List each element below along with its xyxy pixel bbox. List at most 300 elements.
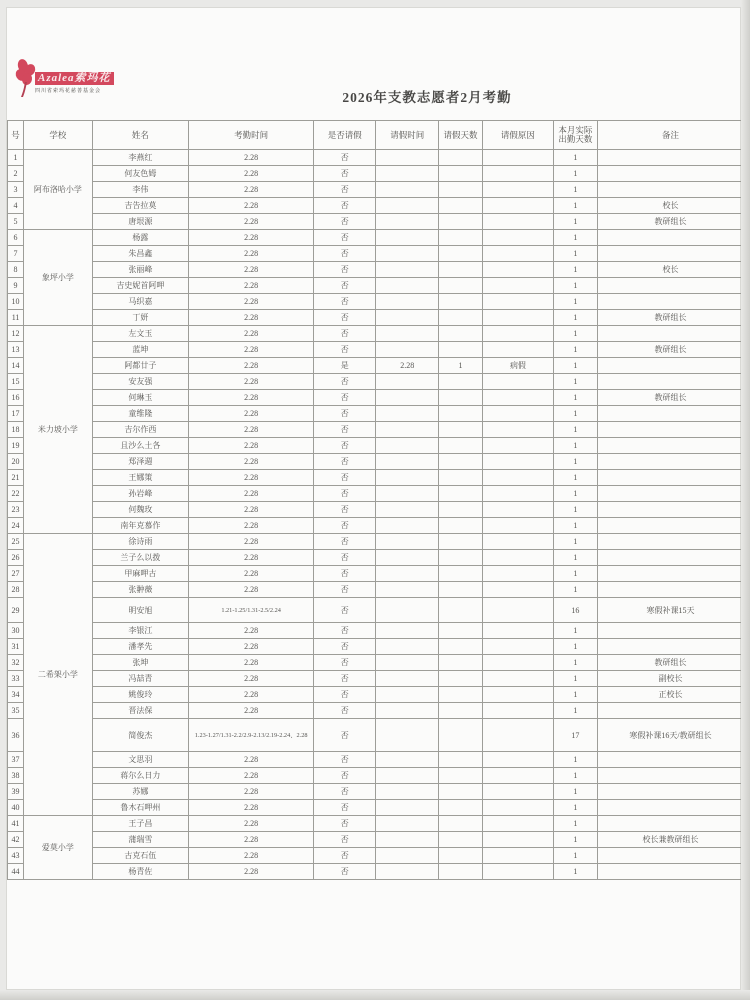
leave-cell: 否	[314, 848, 376, 864]
row-number-cell: 43	[8, 848, 24, 864]
table-row	[8, 278, 744, 294]
name-cell: 蒋尔么日力	[92, 768, 189, 784]
logo-org-text: 四川省索玛花慈善基金会	[35, 89, 102, 94]
leave-time-cell	[376, 214, 438, 230]
leave-cell: 否	[314, 150, 376, 166]
row-number-cell: 11	[8, 310, 24, 326]
table-header-cell: 号	[8, 121, 24, 150]
time-cell: 2.28	[189, 486, 314, 502]
scanned-page	[6, 7, 741, 990]
attendance-table	[7, 120, 744, 880]
row-number-cell: 4	[8, 198, 24, 214]
table-header-cell: 备注	[597, 121, 743, 150]
remark-cell: 教研组长	[597, 214, 743, 230]
leave-time-cell	[376, 703, 438, 719]
leave-time-cell	[376, 582, 438, 598]
leave-days-cell	[438, 342, 482, 358]
name-cell: 丁妍	[92, 310, 189, 326]
name-cell: 鲁木石呷州	[92, 800, 189, 816]
name-cell: 兰子么以拨	[92, 550, 189, 566]
reason-cell	[483, 582, 553, 598]
time-cell: 2.28	[189, 214, 314, 230]
leave-cell: 否	[314, 639, 376, 655]
leave-cell: 否	[314, 550, 376, 566]
time-cell: 2.28	[189, 182, 314, 198]
row-number-cell: 42	[8, 832, 24, 848]
name-cell: 杨露	[92, 230, 189, 246]
row-number-cell: 21	[8, 470, 24, 486]
leave-cell: 否	[314, 342, 376, 358]
row-number-cell: 17	[8, 406, 24, 422]
table-row	[8, 623, 744, 639]
reason-cell	[483, 278, 553, 294]
remark-cell: 寒假补课15天	[597, 598, 743, 623]
remark-cell	[597, 534, 743, 550]
leave-days-cell	[438, 470, 482, 486]
leave-cell: 否	[314, 182, 376, 198]
reason-cell	[483, 655, 553, 671]
leave-cell: 否	[314, 864, 376, 880]
row-number-cell: 9	[8, 278, 24, 294]
reason-cell	[483, 848, 553, 864]
remark-cell	[597, 406, 743, 422]
days-cell: 1	[553, 390, 597, 406]
row-number-cell: 35	[8, 703, 24, 719]
leave-days-cell	[438, 752, 482, 768]
leave-days-cell	[438, 406, 482, 422]
days-cell: 1	[553, 534, 597, 550]
leave-time-cell	[376, 326, 438, 342]
leave-days-cell	[438, 687, 482, 703]
days-cell: 1	[553, 800, 597, 816]
leave-days-cell	[438, 864, 482, 880]
leave-days-cell	[438, 246, 482, 262]
leave-cell: 否	[314, 687, 376, 703]
name-cell: 吉尔作西	[92, 422, 189, 438]
leave-cell: 否	[314, 671, 376, 687]
days-cell: 1	[553, 502, 597, 518]
row-number-cell: 33	[8, 671, 24, 687]
leave-time-cell	[376, 534, 438, 550]
name-cell: 王子昌	[92, 816, 189, 832]
leave-cell: 否	[314, 534, 376, 550]
name-cell: 吉史妮首阿呷	[92, 278, 189, 294]
name-cell: 李伟	[92, 182, 189, 198]
remark-cell: 正校长	[597, 687, 743, 703]
days-cell: 1	[553, 550, 597, 566]
leave-cell: 否	[314, 784, 376, 800]
row-number-cell: 10	[8, 294, 24, 310]
remark-cell: 校长	[597, 262, 743, 278]
remark-cell	[597, 358, 743, 374]
days-cell: 1	[553, 566, 597, 582]
table-row	[8, 687, 744, 703]
days-cell: 1	[553, 278, 597, 294]
name-cell: 阿都廿子	[92, 358, 189, 374]
time-cell: 2.28	[189, 198, 314, 214]
leave-cell: 否	[314, 768, 376, 784]
reason-cell	[483, 687, 553, 703]
leave-time-cell	[376, 166, 438, 182]
leave-cell: 否	[314, 422, 376, 438]
row-number-cell: 36	[8, 719, 24, 752]
leave-time-cell	[376, 848, 438, 864]
time-cell: 2.28	[189, 816, 314, 832]
leave-time-cell	[376, 655, 438, 671]
remark-cell	[597, 230, 743, 246]
time-cell: 2.28	[189, 470, 314, 486]
leave-cell: 否	[314, 198, 376, 214]
leave-time-cell	[376, 182, 438, 198]
leave-days-cell	[438, 832, 482, 848]
leave-time-cell	[376, 518, 438, 534]
table-row	[8, 598, 744, 623]
table-row	[8, 518, 744, 534]
time-cell: 1.23-1.27/1.31-2.2/2.9-2.13/2.19-2.24、2.28	[189, 719, 314, 752]
remark-cell	[597, 582, 743, 598]
remark-cell	[597, 294, 743, 310]
leave-days-cell	[438, 582, 482, 598]
table-row	[8, 294, 744, 310]
row-number-cell: 8	[8, 262, 24, 278]
row-number-cell: 31	[8, 639, 24, 655]
reason-cell	[483, 470, 553, 486]
row-number-cell: 37	[8, 752, 24, 768]
days-cell: 1	[553, 310, 597, 326]
name-cell: 蓝坤	[92, 342, 189, 358]
table-header-cell: 请假原因	[483, 121, 553, 150]
row-number-cell: 13	[8, 342, 24, 358]
leave-days-cell	[438, 800, 482, 816]
leave-days-cell	[438, 784, 482, 800]
leave-cell: 否	[314, 752, 376, 768]
leave-time-cell	[376, 623, 438, 639]
name-cell: 何琳玉	[92, 390, 189, 406]
time-cell: 2.28	[189, 358, 314, 374]
remark-cell	[597, 768, 743, 784]
time-cell: 2.28	[189, 342, 314, 358]
reason-cell: 病假	[483, 358, 553, 374]
leave-time-cell	[376, 832, 438, 848]
leave-time-cell	[376, 687, 438, 703]
reason-cell	[483, 639, 553, 655]
remark-cell	[597, 784, 743, 800]
name-cell: 王娜策	[92, 470, 189, 486]
leave-cell: 否	[314, 406, 376, 422]
leave-time-cell	[376, 719, 438, 752]
remark-cell	[597, 454, 743, 470]
leave-cell: 否	[314, 294, 376, 310]
row-number-cell: 24	[8, 518, 24, 534]
reason-cell	[483, 294, 553, 310]
leave-cell: 否	[314, 390, 376, 406]
days-cell: 1	[553, 623, 597, 639]
reason-cell	[483, 832, 553, 848]
leave-cell: 否	[314, 518, 376, 534]
table-row	[8, 752, 744, 768]
leave-cell: 否	[314, 326, 376, 342]
days-cell: 1	[553, 342, 597, 358]
remark-cell: 教研组长	[597, 342, 743, 358]
reason-cell	[483, 326, 553, 342]
time-cell: 2.28	[189, 784, 314, 800]
table-body	[8, 150, 744, 880]
row-number-cell: 28	[8, 582, 24, 598]
table-header-cell: 考勤时间	[189, 121, 314, 150]
reason-cell	[483, 246, 553, 262]
leave-time-cell	[376, 422, 438, 438]
name-cell: 李银江	[92, 623, 189, 639]
time-cell: 2.28	[189, 422, 314, 438]
row-number-cell: 26	[8, 550, 24, 566]
remark-cell	[597, 486, 743, 502]
name-cell: 郑泽週	[92, 454, 189, 470]
leave-time-cell	[376, 278, 438, 294]
row-number-cell: 19	[8, 438, 24, 454]
time-cell: 2.28	[189, 671, 314, 687]
days-cell: 1	[553, 848, 597, 864]
row-number-cell: 16	[8, 390, 24, 406]
row-number-cell: 40	[8, 800, 24, 816]
days-cell: 1	[553, 406, 597, 422]
table-row	[8, 502, 744, 518]
time-cell: 2.28	[189, 752, 314, 768]
reason-cell	[483, 623, 553, 639]
time-cell: 2.28	[189, 550, 314, 566]
table-row	[8, 390, 744, 406]
remark-cell	[597, 566, 743, 582]
leave-days-cell	[438, 390, 482, 406]
name-cell: 甲麻呷古	[92, 566, 189, 582]
table-row	[8, 454, 744, 470]
reason-cell	[483, 406, 553, 422]
table-row	[8, 358, 744, 374]
leave-time-cell	[376, 406, 438, 422]
leave-days-cell	[438, 550, 482, 566]
days-cell: 1	[553, 454, 597, 470]
leave-cell: 否	[314, 374, 376, 390]
leave-days-cell	[438, 598, 482, 623]
remark-cell: 校长兼教研组长	[597, 832, 743, 848]
time-cell: 2.28	[189, 623, 314, 639]
days-cell: 1	[553, 703, 597, 719]
leave-days-cell	[438, 294, 482, 310]
leave-days-cell	[438, 486, 482, 502]
reason-cell	[483, 182, 553, 198]
leave-days-cell: 1	[438, 358, 482, 374]
remark-cell: 教研组长	[597, 655, 743, 671]
reason-cell	[483, 166, 553, 182]
remark-cell	[597, 518, 743, 534]
page-title: 2026年支教志愿者2月考勤	[342, 90, 512, 105]
reason-cell	[483, 566, 553, 582]
reason-cell	[483, 230, 553, 246]
reason-cell	[483, 422, 553, 438]
row-number-cell: 3	[8, 182, 24, 198]
table-row	[8, 374, 744, 390]
leave-time-cell	[376, 470, 438, 486]
remark-cell	[597, 848, 743, 864]
table-row	[8, 486, 744, 502]
remark-cell	[597, 864, 743, 880]
leave-time-cell	[376, 390, 438, 406]
time-cell: 2.28	[189, 246, 314, 262]
table-row	[8, 198, 744, 214]
name-cell: 古克石伍	[92, 848, 189, 864]
row-number-cell: 32	[8, 655, 24, 671]
leave-time-cell	[376, 800, 438, 816]
table-row	[8, 848, 744, 864]
leave-days-cell	[438, 262, 482, 278]
leave-cell: 否	[314, 214, 376, 230]
leave-cell: 否	[314, 310, 376, 326]
time-cell: 2.28	[189, 230, 314, 246]
remark-cell	[597, 182, 743, 198]
leave-time-cell	[376, 230, 438, 246]
row-number-cell: 34	[8, 687, 24, 703]
table-row	[8, 342, 744, 358]
time-cell: 2.28	[189, 687, 314, 703]
row-number-cell: 14	[8, 358, 24, 374]
name-cell: 潘孝先	[92, 639, 189, 655]
time-cell: 2.28	[189, 406, 314, 422]
leave-time-cell	[376, 671, 438, 687]
leave-time-cell	[376, 864, 438, 880]
row-number-cell: 27	[8, 566, 24, 582]
leave-days-cell	[438, 566, 482, 582]
leave-time-cell	[376, 486, 438, 502]
table-row	[8, 470, 744, 486]
leave-cell: 否	[314, 246, 376, 262]
days-cell: 1	[553, 671, 597, 687]
leave-cell: 否	[314, 262, 376, 278]
name-cell: 童维隆	[92, 406, 189, 422]
days-cell: 1	[553, 166, 597, 182]
table-row	[8, 214, 744, 230]
leave-days-cell	[438, 816, 482, 832]
school-cell: 二希架小学	[24, 534, 92, 816]
days-cell: 1	[553, 198, 597, 214]
table-row	[8, 262, 744, 278]
days-cell: 1	[553, 294, 597, 310]
days-cell: 1	[553, 358, 597, 374]
table-row	[8, 150, 744, 166]
table-row	[8, 166, 744, 182]
leave-time-cell	[376, 150, 438, 166]
leave-days-cell	[438, 848, 482, 864]
time-cell: 2.28	[189, 800, 314, 816]
days-cell: 1	[553, 768, 597, 784]
leave-days-cell	[438, 230, 482, 246]
name-cell: 孙岩峰	[92, 486, 189, 502]
time-cell: 2.28	[189, 566, 314, 582]
leave-cell: 否	[314, 816, 376, 832]
remark-cell	[597, 623, 743, 639]
name-cell: 简俊杰	[92, 719, 189, 752]
name-cell: 张丽峰	[92, 262, 189, 278]
table-row	[8, 438, 744, 454]
leave-cell: 否	[314, 598, 376, 623]
table-header-cell: 本月实际出勤天数	[553, 121, 597, 150]
days-cell: 1	[553, 182, 597, 198]
time-cell: 2.28	[189, 374, 314, 390]
reason-cell	[483, 502, 553, 518]
remark-cell: 校长	[597, 198, 743, 214]
name-cell: 马织嘉	[92, 294, 189, 310]
time-cell: 2.28	[189, 703, 314, 719]
days-cell: 1	[553, 486, 597, 502]
leave-time-cell	[376, 262, 438, 278]
time-cell: 2.28	[189, 454, 314, 470]
name-cell: 安友强	[92, 374, 189, 390]
leave-days-cell	[438, 623, 482, 639]
days-cell: 1	[553, 582, 597, 598]
days-cell: 1	[553, 832, 597, 848]
reason-cell	[483, 438, 553, 454]
table-row	[8, 800, 744, 816]
school-cell: 米力坡小学	[24, 326, 92, 534]
name-cell: 且沙么土各	[92, 438, 189, 454]
time-cell: 2.28	[189, 534, 314, 550]
leave-time-cell	[376, 502, 438, 518]
leave-days-cell	[438, 198, 482, 214]
leave-days-cell	[438, 278, 482, 294]
remark-cell	[597, 470, 743, 486]
scan-edge-bottom	[0, 990, 750, 1000]
time-cell: 2.28	[189, 655, 314, 671]
days-cell: 1	[553, 230, 597, 246]
leave-cell: 否	[314, 655, 376, 671]
table-row	[8, 566, 744, 582]
leave-time-cell	[376, 198, 438, 214]
logo-brand-text: Azalea索玛花	[35, 72, 114, 85]
reason-cell	[483, 310, 553, 326]
reason-cell	[483, 262, 553, 278]
table-row	[8, 671, 744, 687]
leave-days-cell	[438, 182, 482, 198]
time-cell: 2.28	[189, 502, 314, 518]
leave-cell: 否	[314, 438, 376, 454]
row-number-cell: 15	[8, 374, 24, 390]
days-cell: 1	[553, 374, 597, 390]
row-number-cell: 29	[8, 598, 24, 623]
name-cell: 蒲瑞雪	[92, 832, 189, 848]
days-cell: 1	[553, 438, 597, 454]
name-cell: 冯喆青	[92, 671, 189, 687]
time-cell: 2.28	[189, 326, 314, 342]
days-cell: 1	[553, 422, 597, 438]
row-number-cell: 30	[8, 623, 24, 639]
table-header-cell: 姓名	[92, 121, 189, 150]
time-cell: 2.28	[189, 166, 314, 182]
table-row	[8, 230, 744, 246]
leave-days-cell	[438, 374, 482, 390]
reason-cell	[483, 342, 553, 358]
leave-time-cell	[376, 550, 438, 566]
name-cell: 杨青佐	[92, 864, 189, 880]
leave-cell: 否	[314, 454, 376, 470]
remark-cell	[597, 374, 743, 390]
leave-time-cell	[376, 454, 438, 470]
table-row	[8, 582, 744, 598]
leave-time-cell	[376, 246, 438, 262]
table-row	[8, 768, 744, 784]
remark-cell	[597, 166, 743, 182]
leave-cell: 否	[314, 566, 376, 582]
row-number-cell: 38	[8, 768, 24, 784]
table-row	[8, 182, 744, 198]
table-row	[8, 639, 744, 655]
